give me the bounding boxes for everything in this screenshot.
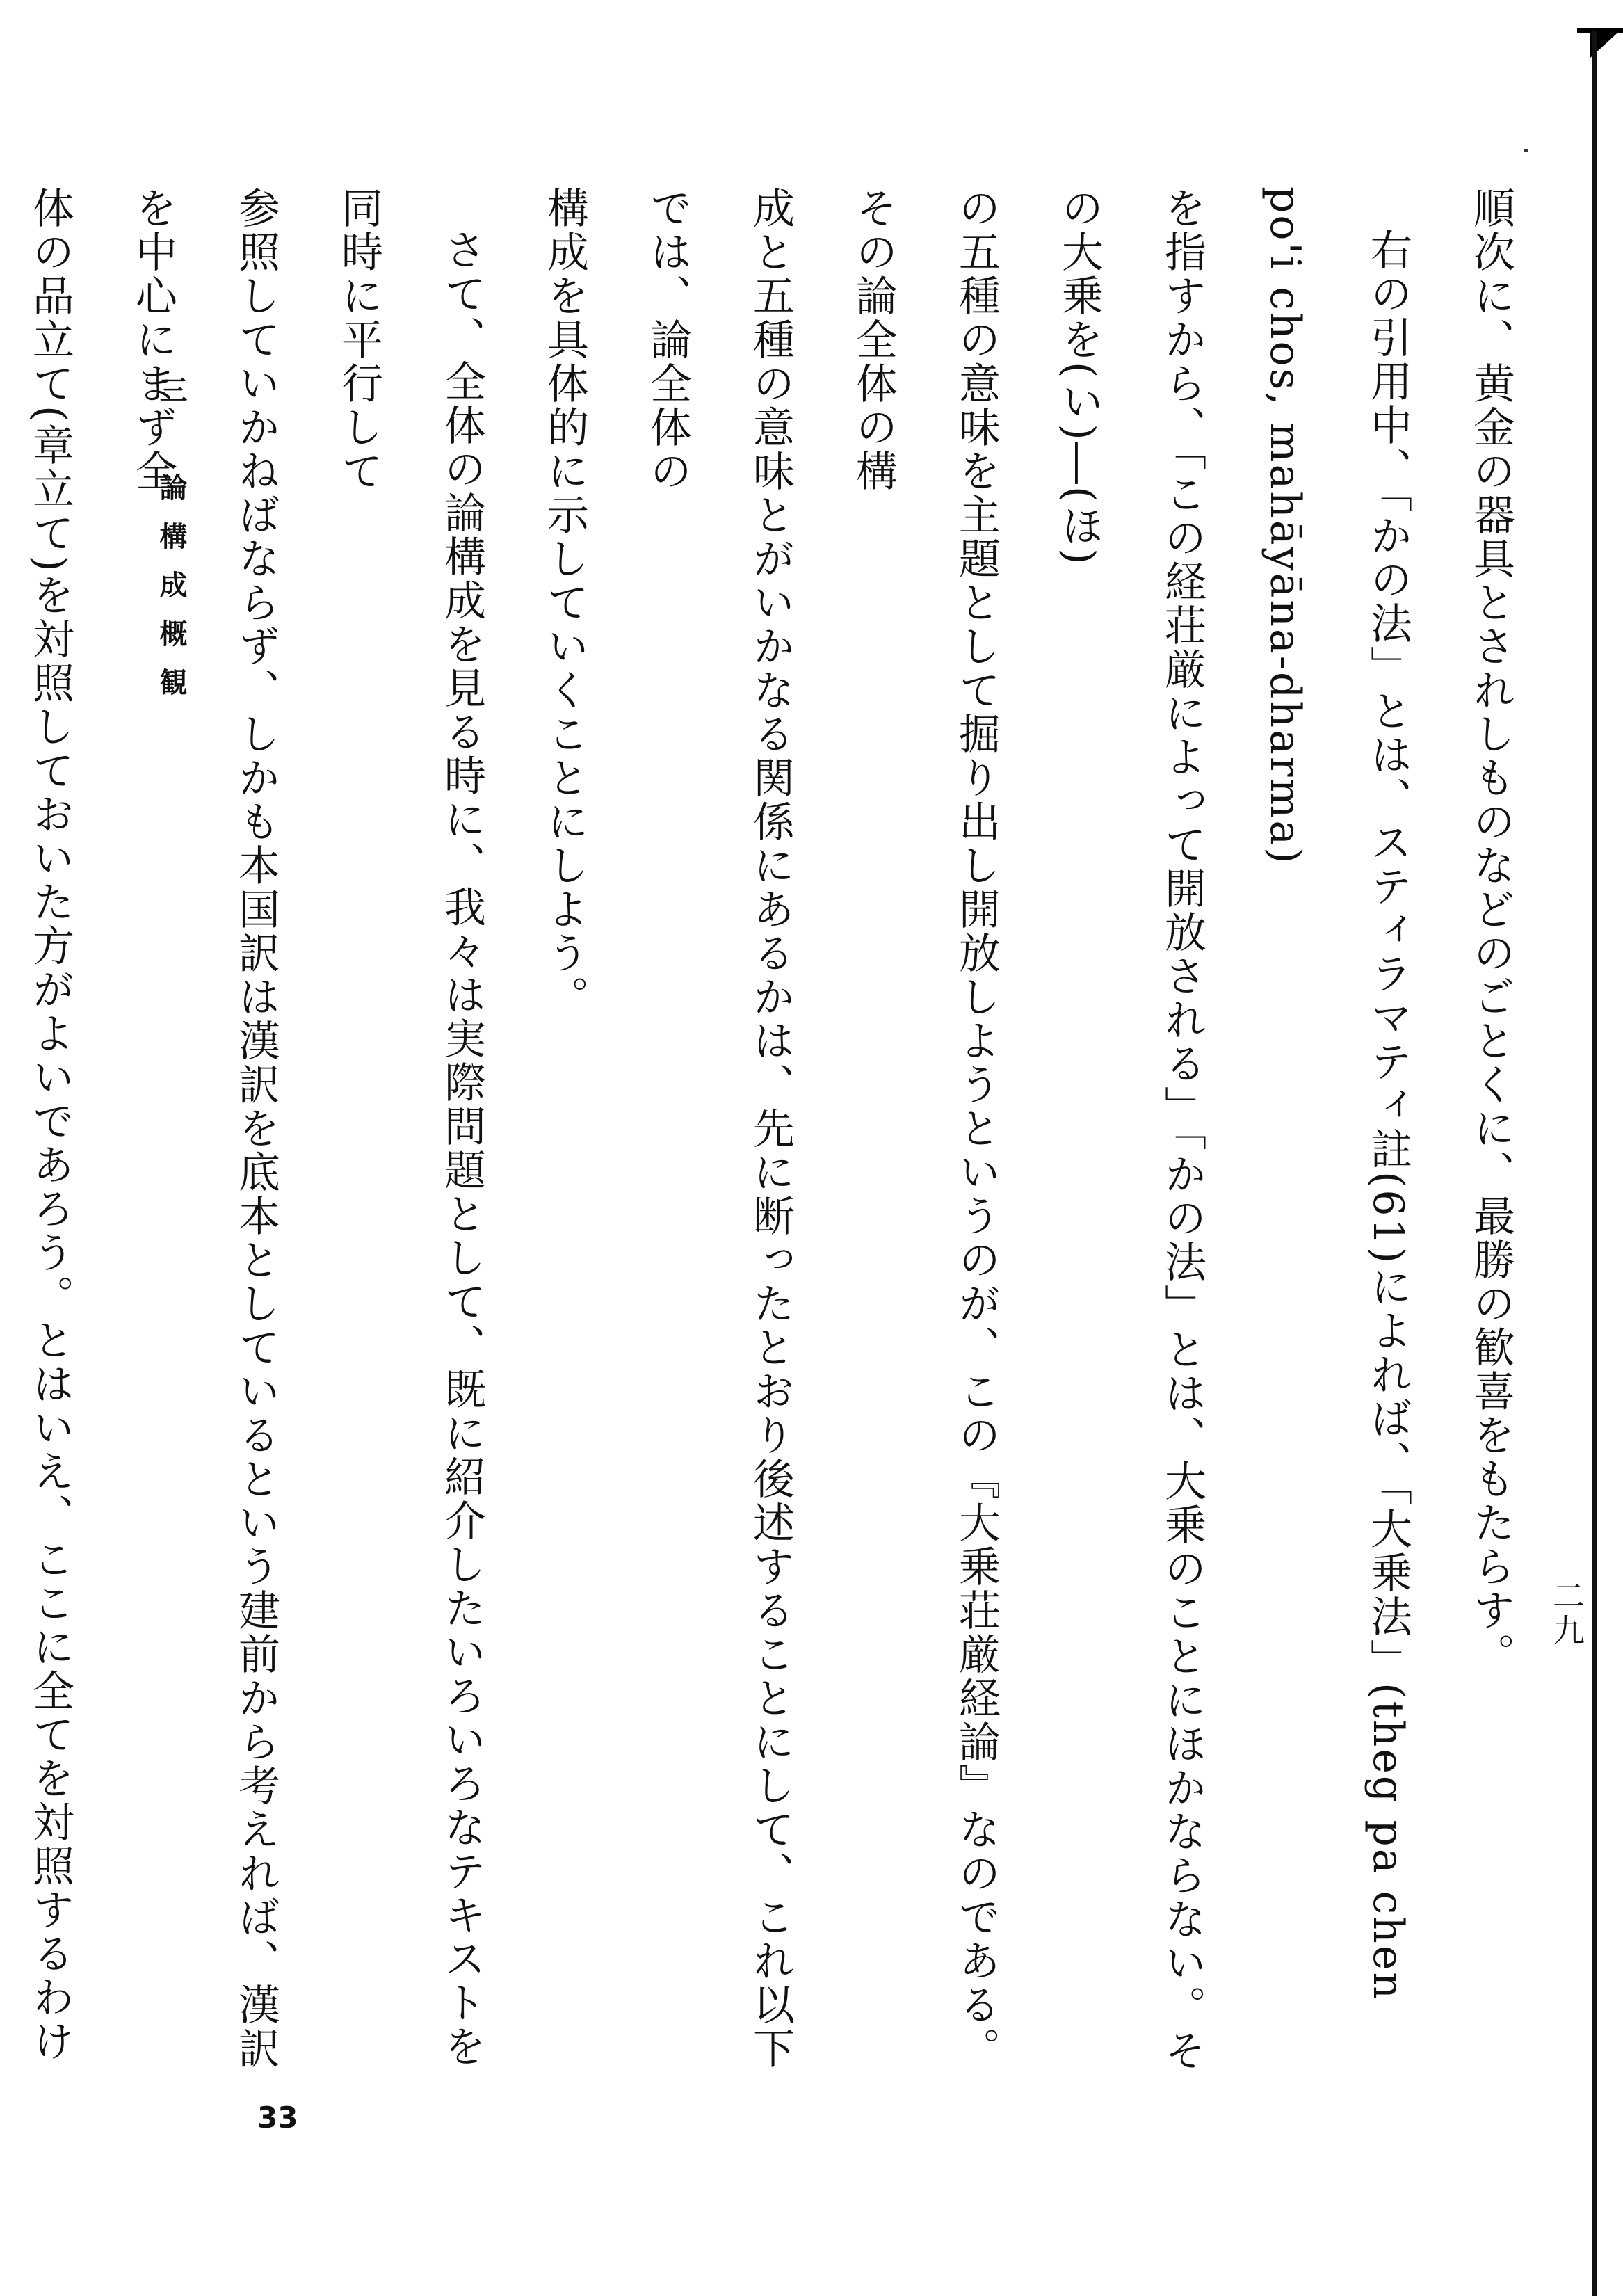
scan-edge-right xyxy=(1592,31,1597,2296)
text-line: を指すから、「この経荘厳によって開放される」「かの法」とは、大乗のことにほかならない。その大乗を(い)―(ほ) xyxy=(1055,186,1206,2073)
text-line: さて、全体の論構成を見る時に、我々は実際問題として、既に紹介したいろいろなテキストを同時に平行して xyxy=(334,186,486,2069)
paragraph-0 xyxy=(1439,186,1542,2078)
running-header: 三 論構成概観 xyxy=(155,376,187,716)
text-line: 成と五種の意味とがいかなる関係にあるかは、先に断ったとおり後述することにして、これ以下では、論全体の xyxy=(643,186,795,2071)
text-line: 順次に、黄金の器具とされしものなどのごとくに、最勝の歓喜をもたらす。 xyxy=(1467,186,1515,1676)
kanji-page-number: 二九 xyxy=(1548,1579,1585,1648)
paragraph-2 xyxy=(0,186,513,2078)
text-line: 構成を具体的に示していくことにしよう。 xyxy=(540,186,589,1019)
text-line: 右の引用中、「かの法」とは、スティラマティ註(61)によれば、「大乗法」(theg pa chen po'i chos, mahāyāna-dharma) xyxy=(1261,186,1412,2001)
scan-speck xyxy=(1524,149,1528,152)
text-line: 参照していかねばならず、しかも本国訳は漢訳を底本としているという建前から考えれば、漢訳を中心にまず全 xyxy=(129,186,280,2071)
text-line: 体の品立て(章立て)を対照しておいた方がよいであろう。とはいえ、ここに全てを対照するわけ xyxy=(26,186,74,2064)
text-line: の五種の意味を主題として掘り出し開放しようというのが、この『大乗荘厳経論』なのである。その論全体の構 xyxy=(849,186,1001,2071)
page-number: 33 xyxy=(257,2101,298,2135)
paragraph-1 xyxy=(513,186,1439,2078)
